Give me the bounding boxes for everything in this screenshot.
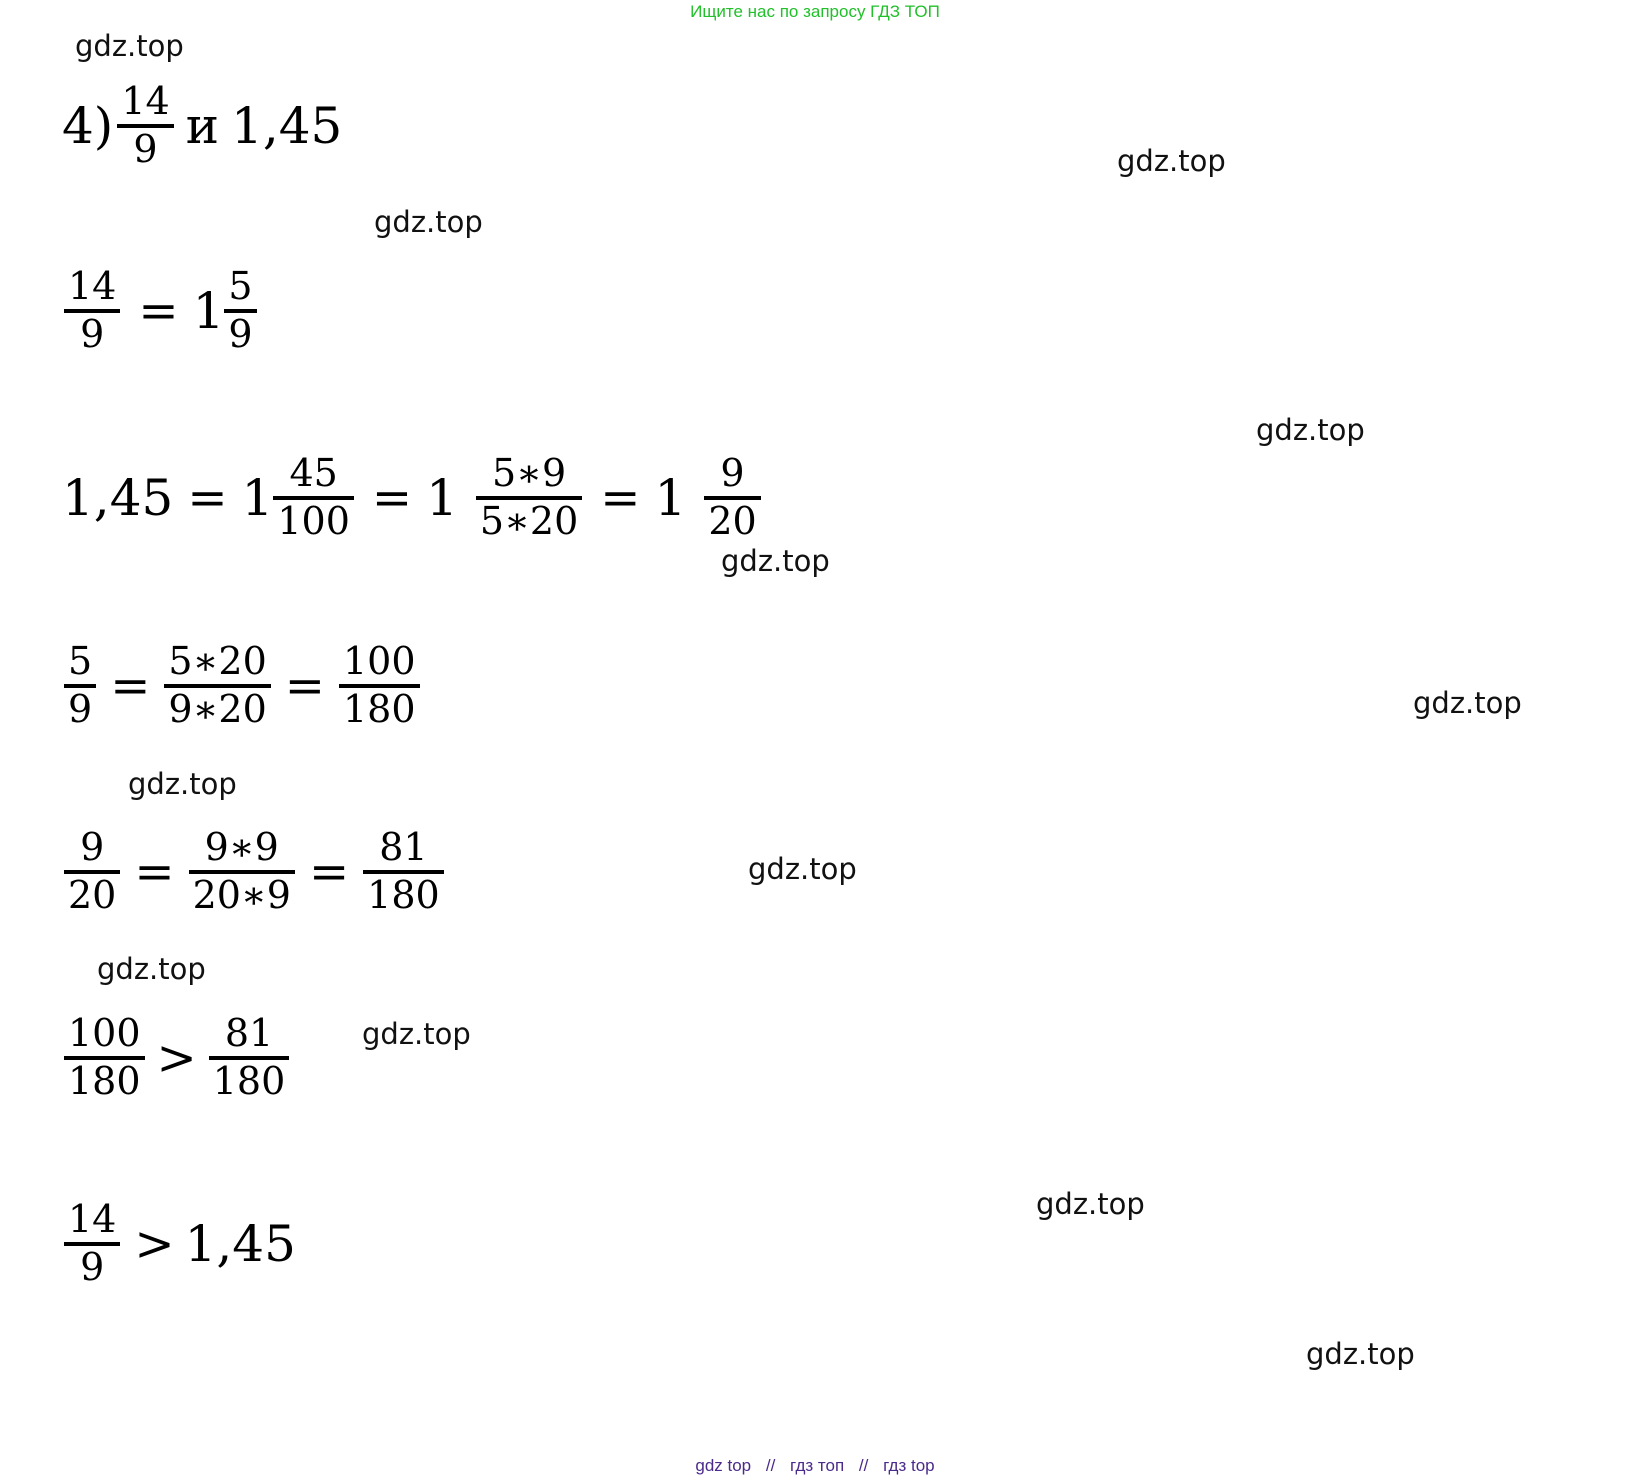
whole-part: 1 [241,468,274,527]
watermark: gdz.top [1256,413,1365,447]
watermark: gdz.top [721,544,830,578]
fraction [64,1012,145,1103]
whole-part: 1 [192,281,225,340]
equals-sign: = [284,657,325,714]
numerator: 81 [379,825,428,869]
fraction [704,452,760,543]
conjunction: и [185,96,220,155]
comparison-fractions [60,1012,293,1103]
denominator: 180 [367,872,440,917]
footer-link-gdz-top-cyrillic[interactable]: гдз топ [790,1456,845,1475]
fraction [363,826,444,917]
equation-mixed-number [60,265,261,356]
denominator: 20 [708,498,757,543]
fraction [117,80,173,171]
numerator: 9 [720,451,745,495]
equals-sign: = [371,469,413,526]
denominator: 9 [80,1244,105,1289]
numerator: 9 [80,825,105,869]
denominator: 9 [228,311,253,356]
denominator: 9 [68,686,93,731]
equals-sign: = [308,843,350,900]
greater-than-sign: > [134,1215,175,1272]
numerator: 9∗9 [204,825,279,869]
numerator: 100 [342,639,416,683]
decimal-value: 1,45 [231,96,343,155]
equation-decimal-to-fraction [62,452,765,543]
numerator: 81 [224,1011,274,1055]
problem-number: 4) [62,96,114,155]
numerator: 5 [68,639,93,683]
denominator: 180 [342,686,416,731]
denominator: 180 [68,1058,141,1103]
watermark: gdz.top [128,767,237,801]
denominator: 9 [133,126,158,171]
fraction [164,640,270,731]
final-answer [60,1198,296,1289]
watermark: gdz.top [1413,686,1522,720]
watermark: gdz.top [748,852,857,886]
denominator: 9 [80,311,105,356]
fraction [64,1198,120,1289]
numerator: 5∗9 [492,451,567,495]
fraction [64,640,96,731]
denominator: 9∗20 [168,686,267,731]
equals-sign: = [187,469,228,526]
fraction [189,826,295,917]
equation-common-denominator-2 [60,826,448,917]
fraction [339,640,420,731]
footer-link-gdz-top-mixed[interactable]: гдз top [883,1456,935,1475]
fraction [209,1012,290,1103]
numerator: 100 [68,1011,141,1055]
numerator: 45 [289,451,338,495]
watermark: gdz.top [75,29,184,63]
denominator: 20 [68,872,117,917]
search-hint-banner [0,2,1630,22]
fraction [224,265,256,356]
greater-than-sign: > [156,1029,197,1086]
decimal-value: 1,45 [62,468,174,527]
denominator: 5∗20 [479,498,579,543]
problem-statement [62,80,342,171]
equals-sign: = [134,843,175,900]
footer-separator: // [858,1456,869,1475]
footer-links [0,1456,1630,1476]
watermark: gdz.top [1036,1187,1145,1221]
watermark: gdz.top [374,205,483,239]
numerator: 14 [68,264,117,308]
numerator: 14 [68,1197,117,1241]
numerator: 5 [228,264,253,308]
equation-common-denominator-1 [60,640,424,731]
numerator: 5∗20 [168,639,267,683]
watermark: gdz.top [1117,144,1226,178]
decimal-value: 1,45 [184,1214,296,1273]
denominator: 20∗9 [192,872,291,917]
watermark: gdz.top [97,952,206,986]
footer-separator: // [765,1456,776,1475]
whole-part: 1 [654,468,687,527]
equals-sign: = [138,282,179,339]
equals-sign: = [600,469,641,526]
equals-sign: = [110,657,151,714]
fraction [273,452,354,543]
denominator: 100 [277,498,350,543]
fraction [476,452,582,543]
fraction [64,265,120,356]
watermark: gdz.top [1306,1337,1415,1371]
denominator: 180 [212,1058,286,1103]
fraction [64,826,120,917]
numerator: 14 [121,79,170,123]
watermark: gdz.top [362,1017,471,1051]
search-hint-text: Ищите нас по запросу ГДЗ ТОП [690,2,940,21]
whole-part: 1 [426,468,458,527]
footer-link-gdz-top[interactable]: gdz top [695,1456,752,1475]
